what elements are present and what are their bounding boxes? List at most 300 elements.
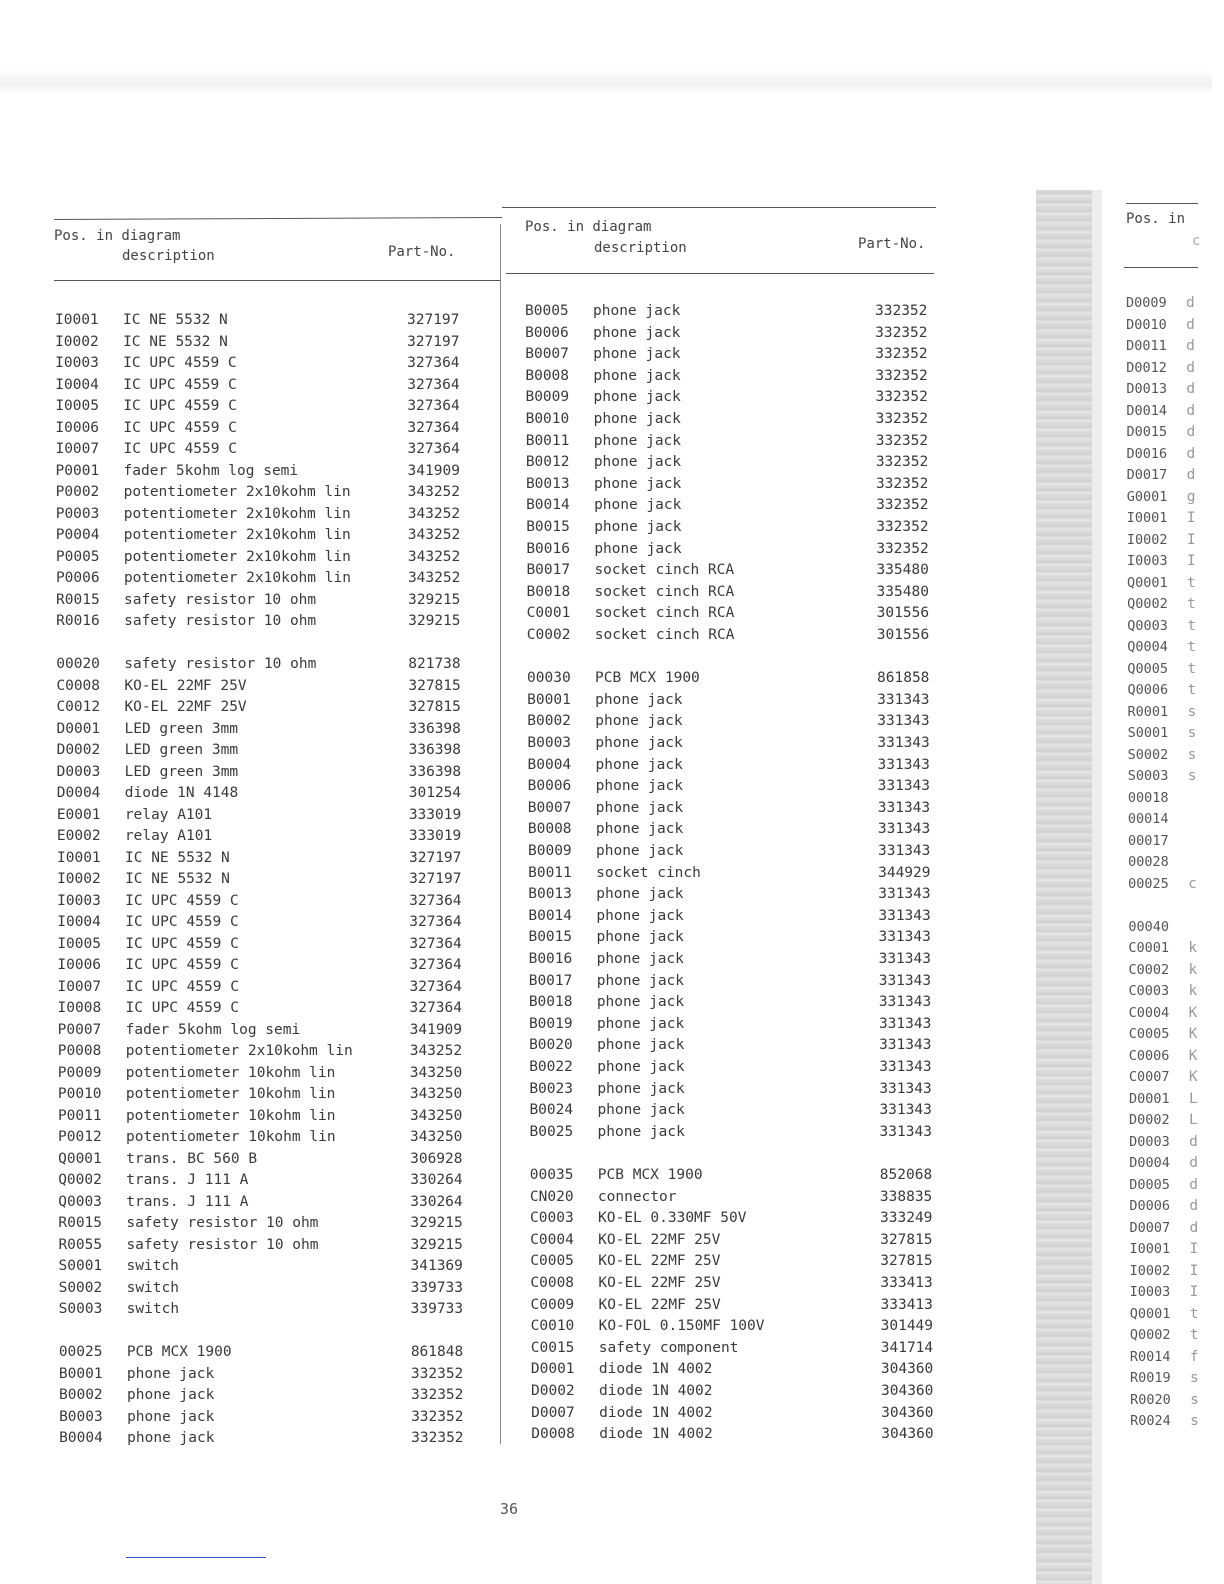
position-code: R0015 <box>58 1215 103 1231</box>
part-number: 821738 <box>408 656 461 672</box>
part-description: phone jack <box>596 972 685 989</box>
part-number: 332352 <box>875 367 928 384</box>
part-number: 331343 <box>878 886 931 903</box>
part-number: 329215 <box>410 1236 463 1253</box>
position-code: D0004 <box>1129 1155 1170 1171</box>
part-description: IC UPC 4559 C <box>125 914 239 930</box>
part-number: 338835 <box>879 1188 933 1205</box>
part-description: c <box>1188 875 1197 892</box>
position-code: B0008 <box>527 821 572 838</box>
part-number: 327197 <box>409 849 462 866</box>
part-description: KO-EL 22MF 25V <box>124 677 247 694</box>
position-code: CN020 <box>529 1188 574 1205</box>
part-description: phone jack <box>593 303 681 319</box>
part-number: 327197 <box>407 312 460 328</box>
position-code: B0008 <box>525 367 570 384</box>
part-description: t <box>1187 617 1196 634</box>
header-top-rule-right <box>1126 203 1198 204</box>
part-description: L <box>1188 1090 1198 1107</box>
part-number: 331343 <box>879 1059 932 1075</box>
part-description: IC UPC 4559 C <box>125 1000 240 1016</box>
part-description: I <box>1186 531 1196 548</box>
part-number: 331343 <box>877 756 930 773</box>
part-number: 861858 <box>877 670 930 687</box>
part-description: trans. J 111 A <box>126 1193 249 1210</box>
part-number: 332352 <box>876 540 929 557</box>
position-code: I0006 <box>57 957 102 973</box>
position-code: B0014 <box>526 497 570 514</box>
part-description: phone jack <box>593 367 681 384</box>
position-code: Q0002 <box>1129 1327 1171 1343</box>
part-description: safety resistor 10 ohm <box>124 591 317 608</box>
position-code: D0014 <box>1126 402 1168 419</box>
part-description: safety resistor 10 ohm <box>126 1236 319 1253</box>
position-code: B0013 <box>525 475 570 492</box>
position-code: D0004 <box>56 785 101 801</box>
scan-fold-shadow <box>1036 190 1092 1584</box>
part-description: phone jack <box>593 454 682 471</box>
part-description: connector <box>597 1188 677 1205</box>
position-code: D0002 <box>1129 1112 1170 1128</box>
part-description: t <box>1187 682 1197 698</box>
part-number: 861848 <box>410 1344 464 1360</box>
part-description: switch <box>126 1258 179 1274</box>
part-description: safety resistor 10 ohm <box>124 613 317 629</box>
part-number: 332352 <box>411 1387 464 1403</box>
right-desc-header: c <box>1192 233 1201 249</box>
part-number: 331343 <box>879 1123 932 1140</box>
part-description: phone jack <box>594 519 682 535</box>
position-code: B0016 <box>528 951 573 967</box>
part-description: phone jack <box>595 778 683 795</box>
part-description: KO-EL 0.330MF 50V <box>598 1210 747 1227</box>
part-number: 331343 <box>878 843 931 859</box>
position-code: B0007 <box>527 799 572 816</box>
position-code: C0002 <box>1128 961 1170 978</box>
position-code: I0006 <box>55 419 100 436</box>
position-code: I0003 <box>55 355 99 371</box>
part-description: IC UPC 4559 C <box>125 978 239 995</box>
position-code: Q0004 <box>1127 639 1168 655</box>
part-description: s <box>1187 768 1197 784</box>
part-number: 327364 <box>409 978 462 995</box>
position-code: C0001 <box>526 605 571 622</box>
part-description: KO-EL 22MF 25V <box>598 1296 721 1313</box>
part-description: phone jack <box>593 475 682 492</box>
position-code: P0003 <box>55 505 100 522</box>
position-code: C0005 <box>530 1253 574 1270</box>
part-description: switch <box>126 1279 179 1296</box>
part-number: 341714 <box>880 1339 934 1356</box>
position-code: C0003 <box>530 1210 574 1227</box>
part-description: d <box>1189 1198 1199 1214</box>
part-description: d <box>1186 467 1196 483</box>
part-number: 333413 <box>880 1296 933 1313</box>
position-code: B0009 <box>525 389 570 406</box>
part-number: 301449 <box>880 1318 934 1335</box>
position-code: I0001 <box>1126 510 1168 526</box>
part-description: I <box>1186 553 1196 569</box>
position-code: D0010 <box>1126 316 1167 333</box>
part-number: 332352 <box>876 519 929 535</box>
position-code: B0017 <box>528 972 573 989</box>
position-code: Q0001 <box>1129 1305 1171 1322</box>
position-code: R0019 <box>1130 1370 1171 1386</box>
part-number: 343250 <box>409 1064 463 1081</box>
part-description: d <box>1189 1219 1199 1236</box>
part-description: IC UPC 4559 C <box>123 376 237 393</box>
part-description: KO-EL 22MF 25V <box>598 1253 721 1270</box>
part-description: IC UPC 4559 C <box>125 892 239 909</box>
part-number: 344929 <box>878 864 931 881</box>
part-number: 327815 <box>408 677 461 694</box>
part-number: 327364 <box>409 892 462 909</box>
part-description: k <box>1188 983 1198 999</box>
part-description: IC NE 5532 N <box>123 312 228 328</box>
position-code: 00018 <box>1127 789 1169 806</box>
position-code: C0004 <box>1128 1004 1170 1021</box>
position-code: I0002 <box>55 333 99 350</box>
part-description: k <box>1188 961 1198 978</box>
part-description: IC UPC 4559 C <box>125 935 239 952</box>
part-description: safety resistor 10 ohm <box>126 1215 319 1231</box>
part-description: IC UPC 4559 C <box>123 398 237 414</box>
part-description: phone jack <box>594 540 682 557</box>
part-description: phone jack <box>597 1080 685 1097</box>
part-number: 343250 <box>409 1107 463 1124</box>
position-code: S0002 <box>58 1279 103 1296</box>
part-description: s <box>1190 1391 1199 1408</box>
part-number: 332352 <box>875 389 928 406</box>
position-code: D0006 <box>1129 1198 1170 1214</box>
part-number: 341909 <box>409 1021 463 1038</box>
left-part-header: Part-No. <box>388 244 456 260</box>
position-code: I0003 <box>1129 1284 1171 1300</box>
part-description: potentiometer 10kohm lin <box>125 1086 336 1102</box>
part-description: socket cinch RCA <box>594 583 735 600</box>
part-description: phone jack <box>127 1408 215 1425</box>
position-code: I0001 <box>55 312 99 328</box>
position-code: D0015 <box>1126 424 1168 440</box>
scan-artifact-line <box>126 1557 266 1558</box>
position-code: C0004 <box>530 1231 574 1248</box>
part-description: socket cinch <box>596 864 701 881</box>
part-description: phone jack <box>127 1387 215 1403</box>
part-description: t <box>1187 574 1196 591</box>
part-description: phone jack <box>593 432 682 449</box>
position-code: B0001 <box>527 691 571 708</box>
position-code: I0002 <box>57 871 101 887</box>
position-code: Q0006 <box>1127 682 1169 698</box>
part-number: 301556 <box>876 605 930 622</box>
part-description: I <box>1189 1262 1199 1279</box>
part-number: 329215 <box>408 613 461 629</box>
position-code: P0001 <box>55 462 100 479</box>
part-description: K <box>1188 1047 1198 1064</box>
parts-list-left-column <box>55 312 495 1452</box>
part-number: 301556 <box>876 627 930 643</box>
position-code: S0001 <box>58 1258 103 1274</box>
part-description: potentiometer 2x10kohm lin <box>123 484 351 500</box>
position-code: B0022 <box>529 1059 573 1075</box>
position-code: D0005 <box>1129 1176 1170 1193</box>
position-code: P0005 <box>55 548 100 565</box>
position-code: B0011 <box>528 864 572 881</box>
part-number: 331343 <box>877 691 930 708</box>
position-code: 00017 <box>1128 832 1169 849</box>
position-code: R0055 <box>58 1236 103 1253</box>
part-description: K <box>1188 1069 1198 1085</box>
left-desc-header: description <box>122 248 215 264</box>
part-description: PCB MCX 1900 <box>597 1167 703 1183</box>
part-number: 304360 <box>881 1383 934 1399</box>
position-code: I0008 <box>57 1000 102 1016</box>
position-code: B0009 <box>528 843 572 859</box>
part-description: phone jack <box>595 735 683 751</box>
part-number: 341909 <box>407 462 460 479</box>
part-number: 852068 <box>879 1167 933 1183</box>
part-number: 329215 <box>408 591 461 608</box>
part-number: 327364 <box>409 914 462 930</box>
header-bottom-rule-mid <box>506 273 934 274</box>
part-description: phone jack <box>593 389 681 406</box>
part-description: potentiometer 2x10kohm lin <box>123 548 351 565</box>
part-description: g <box>1186 488 1196 505</box>
position-code: B0003 <box>59 1408 103 1425</box>
position-code: E0002 <box>56 828 101 844</box>
position-code: B0011 <box>525 432 570 449</box>
part-description: relay A101 <box>124 828 213 844</box>
part-description: IC UPC 4559 C <box>123 419 237 436</box>
part-number: 343252 <box>407 570 461 586</box>
part-description: t <box>1187 596 1196 612</box>
position-code: B0018 <box>528 994 573 1011</box>
position-code: I0007 <box>55 441 100 457</box>
part-number: 335480 <box>876 583 929 600</box>
part-description: LED green 3mm <box>124 720 239 737</box>
position-code: I0001 <box>1129 1241 1171 1257</box>
part-number: 331343 <box>878 907 931 924</box>
position-code: B0010 <box>525 411 570 427</box>
part-description: KO-EL 22MF 25V <box>124 699 247 715</box>
part-number: 341369 <box>410 1258 463 1274</box>
part-number: 343252 <box>407 548 461 565</box>
part-description: trans. BC 560 B <box>126 1150 258 1167</box>
part-description: KO-FOL 0.150MF 100V <box>598 1318 765 1335</box>
part-number: 343252 <box>407 505 461 522</box>
part-number: 332352 <box>875 411 928 427</box>
part-description: potentiometer 2x10kohm lin <box>125 1043 353 1059</box>
position-code: C0003 <box>1128 983 1170 999</box>
part-number: 335480 <box>876 562 929 579</box>
position-code: P0008 <box>57 1043 102 1059</box>
position-code: Q0002 <box>1127 596 1168 612</box>
position-code: 00035 <box>529 1167 574 1183</box>
position-code: C0008 <box>56 677 101 694</box>
header-top-rule-mid <box>502 207 936 208</box>
part-number: 343252 <box>407 527 461 543</box>
part-number: 332352 <box>875 432 929 449</box>
part-number: 336398 <box>408 763 462 780</box>
part-description: f <box>1189 1348 1199 1365</box>
part-description: d <box>1186 295 1195 311</box>
position-code: B0018 <box>526 583 571 600</box>
part-number: 327364 <box>407 441 460 457</box>
part-description: phone jack <box>597 1037 685 1054</box>
part-number: 331343 <box>878 929 931 946</box>
part-description: IC NE 5532 N <box>123 333 228 350</box>
part-number: 330264 <box>410 1172 463 1188</box>
part-description: d <box>1189 1133 1198 1150</box>
position-code: B0005 <box>525 303 569 319</box>
position-code: B0012 <box>525 454 570 471</box>
part-number: 327364 <box>407 355 460 371</box>
part-number: 331343 <box>878 994 932 1011</box>
part-description: socket cinch RCA <box>594 605 735 622</box>
part-description: potentiometer 2x10kohm lin <box>123 505 351 522</box>
position-code: B0006 <box>525 324 569 341</box>
position-code: D0002 <box>531 1383 575 1399</box>
right-pos-header: Pos. in <box>1126 211 1186 227</box>
header-bottom-rule-right <box>1124 267 1198 268</box>
position-code: D0007 <box>531 1404 575 1421</box>
part-description: K <box>1188 1026 1198 1042</box>
position-code: 00014 <box>1127 811 1169 827</box>
part-description: phone jack <box>126 1365 215 1382</box>
position-code: P0009 <box>57 1064 102 1081</box>
position-code: D0001 <box>530 1361 575 1378</box>
column-divider <box>500 224 501 1444</box>
part-description: s <box>1187 703 1197 720</box>
part-number: 332352 <box>875 324 928 341</box>
position-code: D0001 <box>1128 1090 1170 1107</box>
position-code: B0007 <box>525 346 569 363</box>
position-code: B0001 <box>58 1365 103 1382</box>
part-number: 306928 <box>410 1150 463 1167</box>
position-code: B0004 <box>59 1430 103 1446</box>
position-code: B0024 <box>529 1102 574 1119</box>
part-number: 332352 <box>875 454 929 471</box>
part-number: 339733 <box>410 1301 464 1317</box>
part-number: 327364 <box>407 398 460 414</box>
part-description: KO-EL 22MF 25V <box>598 1231 721 1248</box>
part-description: diode 1N 4002 <box>598 1361 713 1378</box>
position-code: D0013 <box>1126 381 1167 397</box>
part-number: 327364 <box>409 935 462 952</box>
part-number: 331343 <box>877 713 930 730</box>
position-code: D0012 <box>1126 359 1167 376</box>
position-code: D0009 <box>1126 295 1167 311</box>
position-code: C0010 <box>530 1318 575 1335</box>
part-description: phone jack <box>596 994 685 1011</box>
part-description: t <box>1189 1327 1199 1343</box>
position-code: S0001 <box>1127 725 1169 741</box>
part-description: d <box>1186 316 1195 333</box>
part-number: 343250 <box>410 1129 463 1145</box>
part-number: 301254 <box>408 785 462 801</box>
part-number: 336398 <box>408 742 461 758</box>
part-description: t <box>1189 1305 1199 1322</box>
part-number: 304360 <box>881 1404 934 1421</box>
position-code: B0013 <box>528 886 572 903</box>
part-description: fader 5kohm log semi <box>125 1021 301 1038</box>
part-description: d <box>1186 381 1196 397</box>
part-number: 331343 <box>878 972 932 989</box>
part-description: phone jack <box>595 691 683 708</box>
part-description: d <box>1186 424 1196 440</box>
position-code: C0008 <box>530 1275 575 1291</box>
position-code: C0005 <box>1128 1026 1170 1042</box>
part-number: 333019 <box>408 806 462 823</box>
part-description: phone jack <box>596 1015 685 1032</box>
part-description: phone jack <box>596 886 684 903</box>
position-code: D0017 <box>1126 467 1168 483</box>
part-description: KO-EL 22MF 25V <box>598 1275 721 1291</box>
part-description: safety component <box>598 1339 739 1356</box>
part-description: k <box>1188 940 1198 956</box>
part-number: 333413 <box>880 1275 933 1291</box>
position-code: D0002 <box>56 742 101 758</box>
left-pos-header: Pos. in diagram <box>54 228 181 244</box>
position-code: D0007 <box>1129 1219 1171 1236</box>
part-description: diode 1N 4148 <box>124 785 239 801</box>
part-number: 329215 <box>410 1215 463 1231</box>
position-code: P0002 <box>55 484 100 500</box>
position-code: S0002 <box>1127 746 1169 763</box>
position-code: B0017 <box>526 562 571 579</box>
position-code: R0016 <box>56 613 100 629</box>
part-description: s <box>1190 1413 1199 1429</box>
part-description: safety resistor 10 ohm <box>124 656 317 672</box>
position-code: G0001 <box>1126 488 1168 505</box>
part-description: t <box>1187 639 1196 655</box>
part-number: 330264 <box>410 1193 463 1210</box>
part-description: phone jack <box>596 951 684 967</box>
part-description: L <box>1189 1112 1198 1128</box>
position-code: D0003 <box>56 763 101 780</box>
position-code: S0003 <box>1127 768 1169 784</box>
position-code: P0010 <box>57 1086 102 1102</box>
part-description: trans. J 111 A <box>126 1172 249 1188</box>
position-code: R0001 <box>1127 703 1169 720</box>
position-code: P0004 <box>55 527 100 543</box>
position-code: Q0003 <box>58 1193 102 1210</box>
position-code: D0016 <box>1126 445 1168 462</box>
position-code: I0003 <box>57 892 101 909</box>
scan-fold-strip <box>1092 190 1102 1584</box>
position-code: C0006 <box>1128 1047 1170 1064</box>
position-code: B0019 <box>528 1015 573 1032</box>
position-code: C0002 <box>526 627 571 643</box>
position-code: 00030 <box>527 670 571 687</box>
part-number: 333249 <box>880 1210 933 1227</box>
part-description: potentiometer 10kohm lin <box>126 1129 336 1145</box>
part-description: phone jack <box>593 346 681 363</box>
part-number: 331343 <box>877 799 931 816</box>
part-number: 327364 <box>409 1000 462 1016</box>
part-number: 343252 <box>407 484 461 500</box>
position-code: P0006 <box>55 570 100 586</box>
part-number: 304360 <box>881 1426 934 1443</box>
position-code: P0012 <box>58 1129 102 1145</box>
part-description: switch <box>126 1301 180 1317</box>
part-number: 327364 <box>407 419 460 436</box>
part-description: phone jack <box>595 799 684 816</box>
position-code: B0003 <box>527 735 572 751</box>
part-description: potentiometer 2x10kohm lin <box>123 570 351 586</box>
part-number: 327364 <box>407 376 460 393</box>
part-description: IC UPC 4559 C <box>123 441 237 457</box>
